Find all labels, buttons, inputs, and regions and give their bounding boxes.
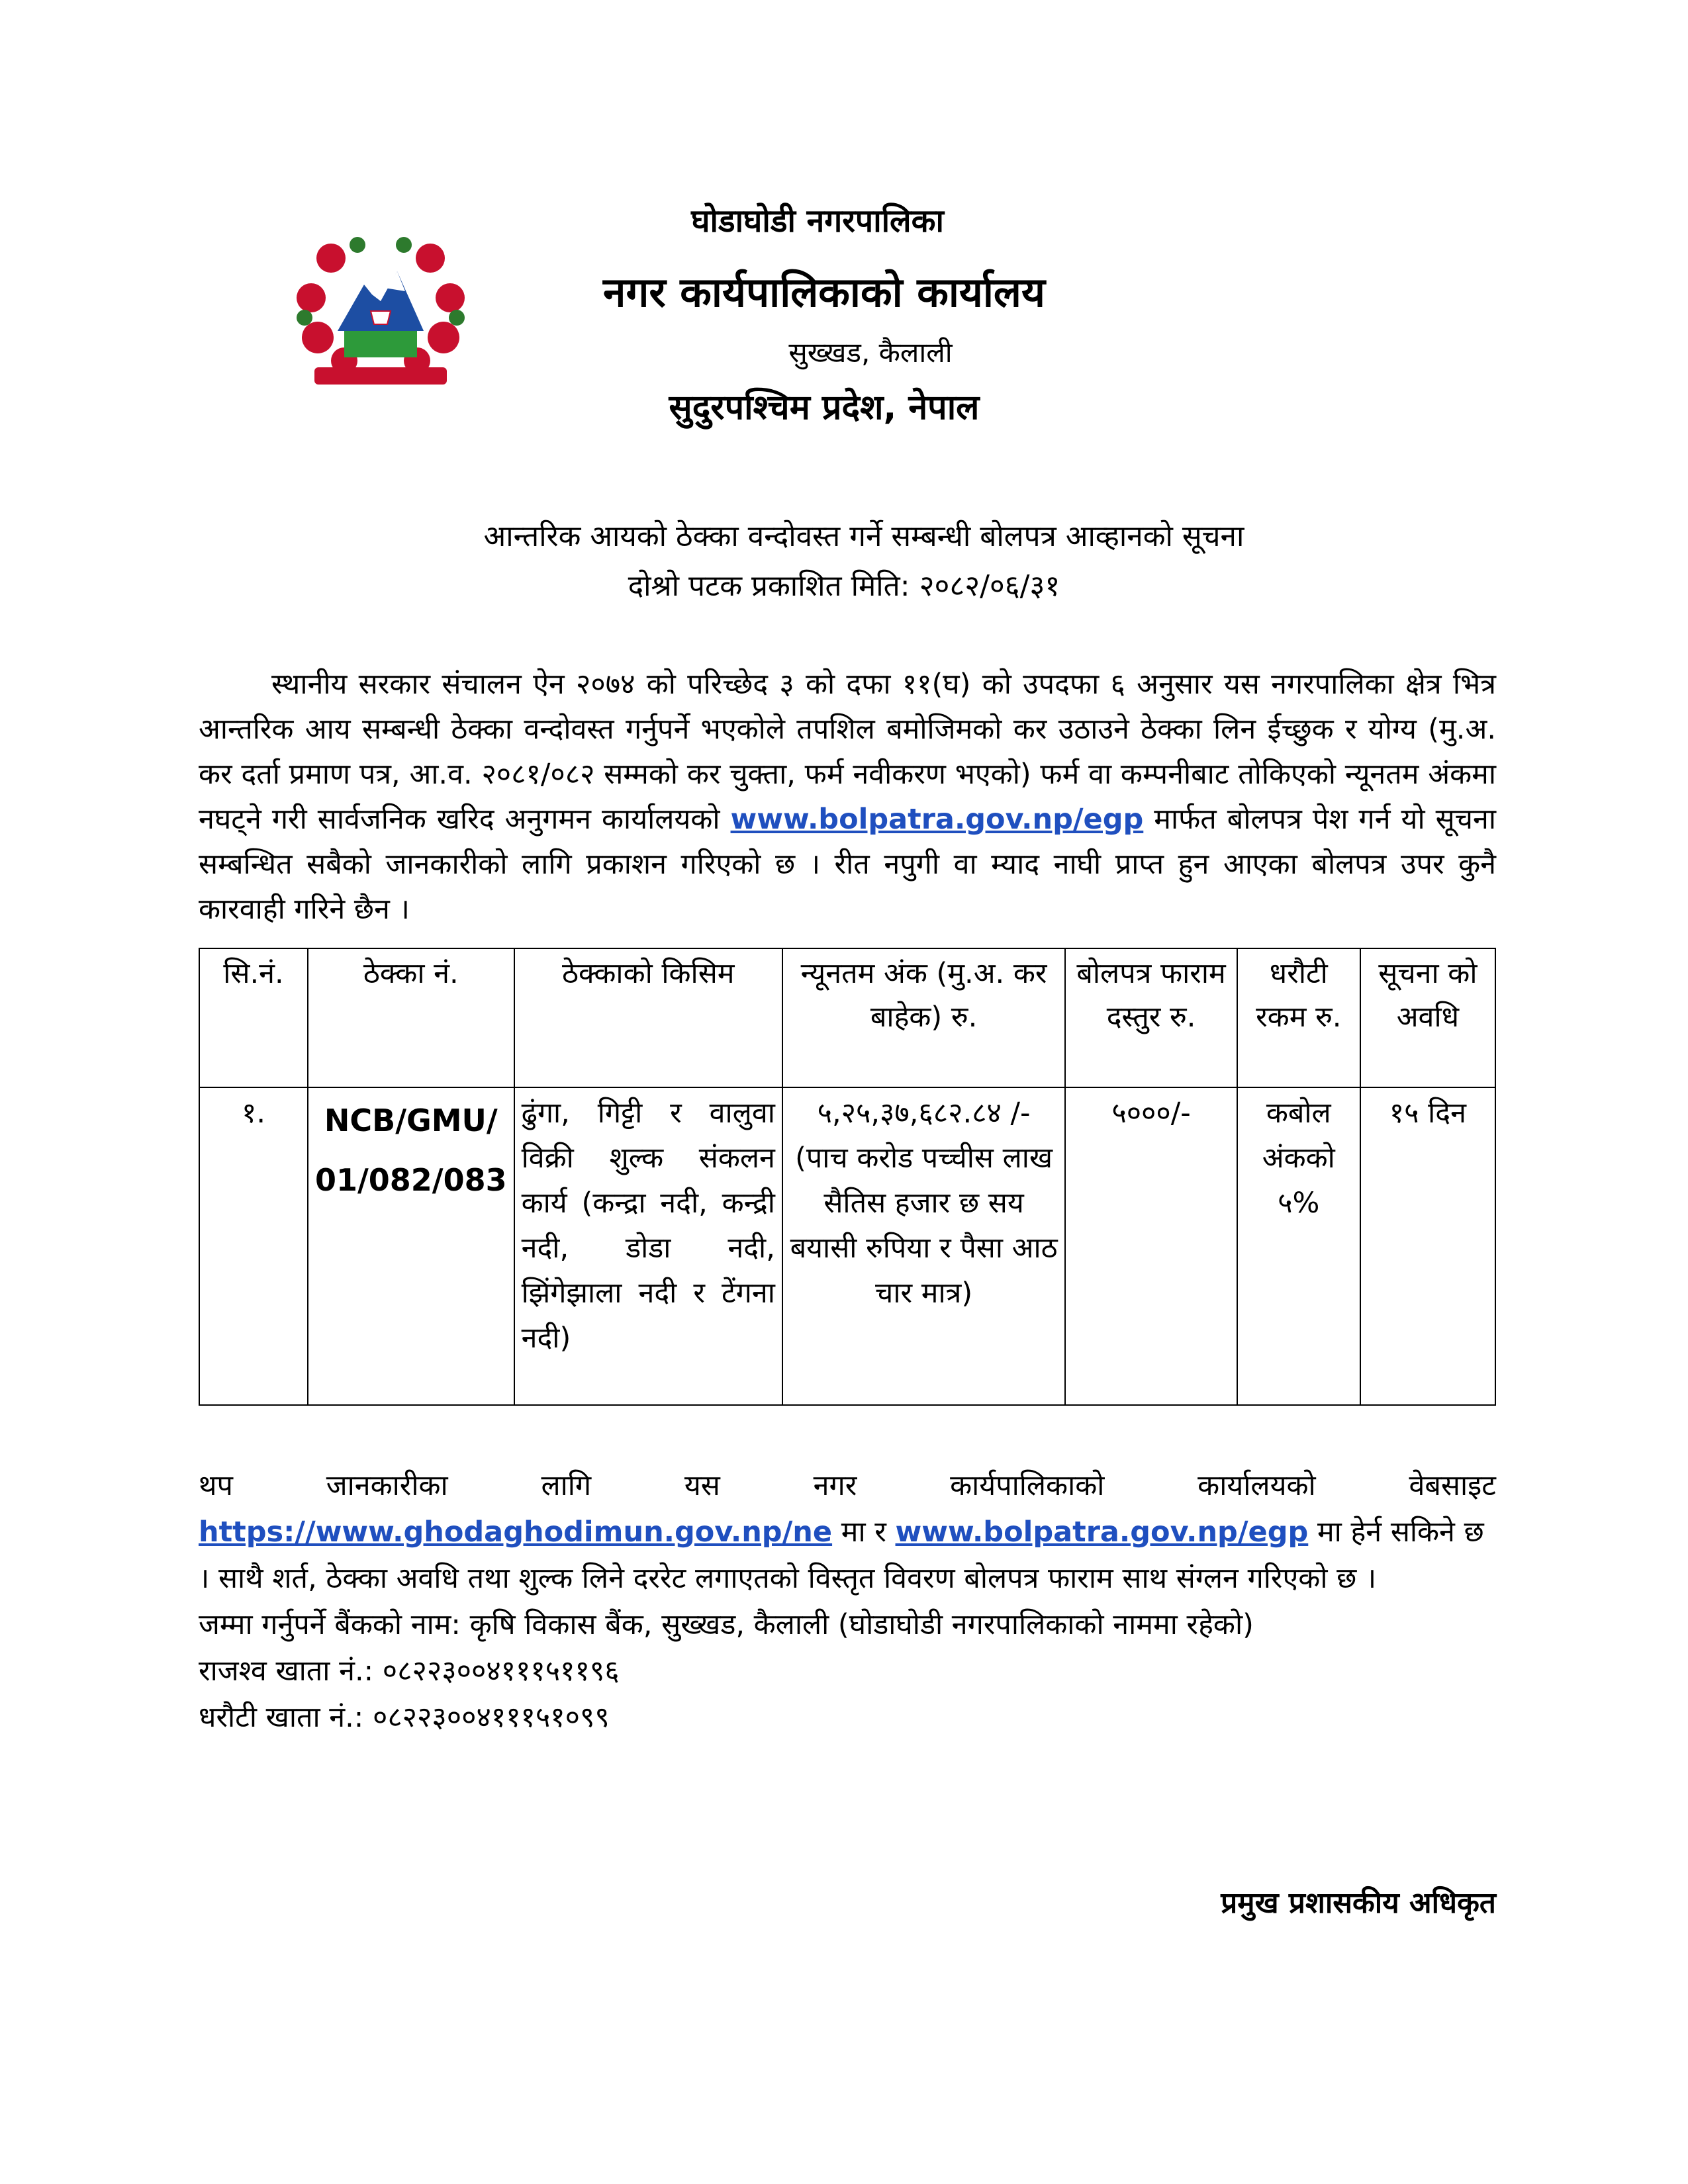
cell-min-amount bbox=[782, 1087, 1065, 1405]
cell-deposit: कबोल अंकको ५% bbox=[1237, 1087, 1360, 1405]
bolpatra-link[interactable]: www.bolpatra.gov.np/egp bbox=[730, 803, 1144, 836]
word: यस bbox=[684, 1469, 720, 1502]
ma-ra-text: मा र bbox=[841, 1516, 886, 1549]
deposit-account: धरौटी खाता नं.: ०८२२३००४१११५१०९९ bbox=[199, 1701, 610, 1734]
word: नगर bbox=[813, 1469, 857, 1502]
see-text: मा हेर्न सकिने छ bbox=[1317, 1516, 1484, 1549]
word: लागि bbox=[541, 1469, 592, 1502]
word: कार्यपालिकाको bbox=[950, 1469, 1105, 1502]
word: वेबसाइट bbox=[1409, 1469, 1496, 1502]
table-row bbox=[199, 1087, 1495, 1405]
municipality-name: घोडाघोडी नगरपालिका bbox=[691, 203, 944, 240]
min-amount-words: (पाच करोड पच्चीस लाख सैतिस हजार छ सय बयासी रुपिया र पैसा आठ चार मात्र) bbox=[790, 1142, 1058, 1310]
notice-title: आन्तरिक आयको ठेक्का वन्दोवस्त गर्ने सम्बन्धी बोलपत्र आव्हानको सूचना bbox=[483, 520, 1244, 553]
col-contract-no: ठेक्का नं. bbox=[308, 948, 514, 1087]
body-text-1: स्थानीय सरकार संचालन ऐन २०७४ को परिच्छेद ३ को दफा ११(घ) को उपदफा ६ अनुसार यस नगरपालिका क्षेत्र भित्र आन्तरिक आय सम्बन्धी ठेक्का वन्दोवस्त गर्नुपर्ने भएकोले तपशिल बमोजिमको कर उठाउने ठेक्का लिन ईच्छुक र योग्य (मु.अ. कर दर्ता प्रमाण पत्र, आ.व. २०८१/०८२ सम्मको कर चुक्ता, फर्म नवीकरण भएको) फर्म वा कम्पनीबाट तोकिएको न्यूनतम अंकमा नघट्ने गरी सार्वजनिक खरिद अनुगमन कार्यालयको bbox=[199, 668, 1496, 836]
table-header-row bbox=[199, 948, 1495, 1087]
cell-form-fee: ५०००/- bbox=[1065, 1087, 1237, 1405]
municipality-website-link[interactable]: https://www.ghodaghodimun.gov.np/ne bbox=[199, 1516, 833, 1549]
min-amount-figure: ५,२५,३७,६८२.८४ /- bbox=[817, 1097, 1031, 1130]
col-period: सूचना को अवधि bbox=[1360, 948, 1495, 1087]
cell-contract-type: ढुंगा, गिट्टी र वालुवा विक्री शुल्क संकलन कार्य (कन्द्रा नदी, कन्द्री नदी, डोडा नदी, झिंगेझाला नदी र टेंगना नदी) bbox=[514, 1087, 782, 1405]
publish-date: दोश्रो पटक प्रकाशित मिति: २०८२/०६/३१ bbox=[628, 569, 1060, 603]
bolpatra-link-2[interactable]: www.bolpatra.gov.np/egp bbox=[895, 1516, 1309, 1549]
word: थप bbox=[199, 1469, 233, 1502]
col-min-amount: न्यूनतम अंक (मु.अ. कर बाहेक) रु. bbox=[782, 948, 1065, 1087]
revenue-account: राजश्व खाता नं.: ०८२२३००४१११५११९६ bbox=[199, 1655, 620, 1688]
cell-period: १५ दिन bbox=[1360, 1087, 1495, 1405]
cell-serial: १. bbox=[199, 1087, 308, 1405]
col-serial: सि.नं. bbox=[199, 948, 308, 1087]
more-info-line bbox=[199, 1463, 1496, 1509]
word: कार्यालयको bbox=[1197, 1469, 1316, 1502]
tender-table bbox=[199, 948, 1496, 1406]
col-form-fee: बोलपत्र फाराम दस्तुर रु. bbox=[1065, 948, 1237, 1087]
body-text-2: मार्फत बोलपत्र पेश गर्न यो सूचना सम्बन्धित सबैको जानकारीको लागि प्रकाशन गरिएको छ । रीत नपुगी वा म्याद नाघी प्राप्त हुन आएका बोलपत्र उपर कुनै कारवाही गरिने छैन । bbox=[199, 803, 1497, 926]
bank-name: जम्मा गर्नुपर्ने बैंकको नाम: कृषि विकास बैंक, सुख्खड, कैलाली (घोडाघोडी नगरपालिकाको नाममा रहेको) bbox=[199, 1608, 1254, 1641]
col-contract-type: ठेक्काको किसिम bbox=[514, 948, 782, 1087]
conditions-text: । साथै शर्त, ठेक्का अवधि तथा शुल्क लिने दररेट लगाएतको विस्तृत विवरण बोलपत्र फाराम साथ संग्लन गरिएको छ । bbox=[199, 1562, 1377, 1595]
word: जानकारीका bbox=[326, 1469, 448, 1502]
office-location: सुख्खड, कैलाली bbox=[788, 336, 953, 369]
signature-title: प्रमुख प्रशासकीय अधिकृत bbox=[1221, 1886, 1496, 1920]
footer-info bbox=[199, 1463, 1496, 1741]
province-name: सुदुरपश्चिम प्रदेश, नेपाल bbox=[669, 388, 980, 428]
website-line bbox=[199, 1509, 1496, 1555]
col-deposit: धरौटी रकम रु. bbox=[1237, 948, 1360, 1087]
office-title: नगर कार्यपालिकाको कार्यालय bbox=[603, 268, 1045, 316]
notice-body bbox=[199, 662, 1496, 932]
cell-contract-no: NCB/GMU/ 01/082/083 bbox=[308, 1087, 514, 1405]
